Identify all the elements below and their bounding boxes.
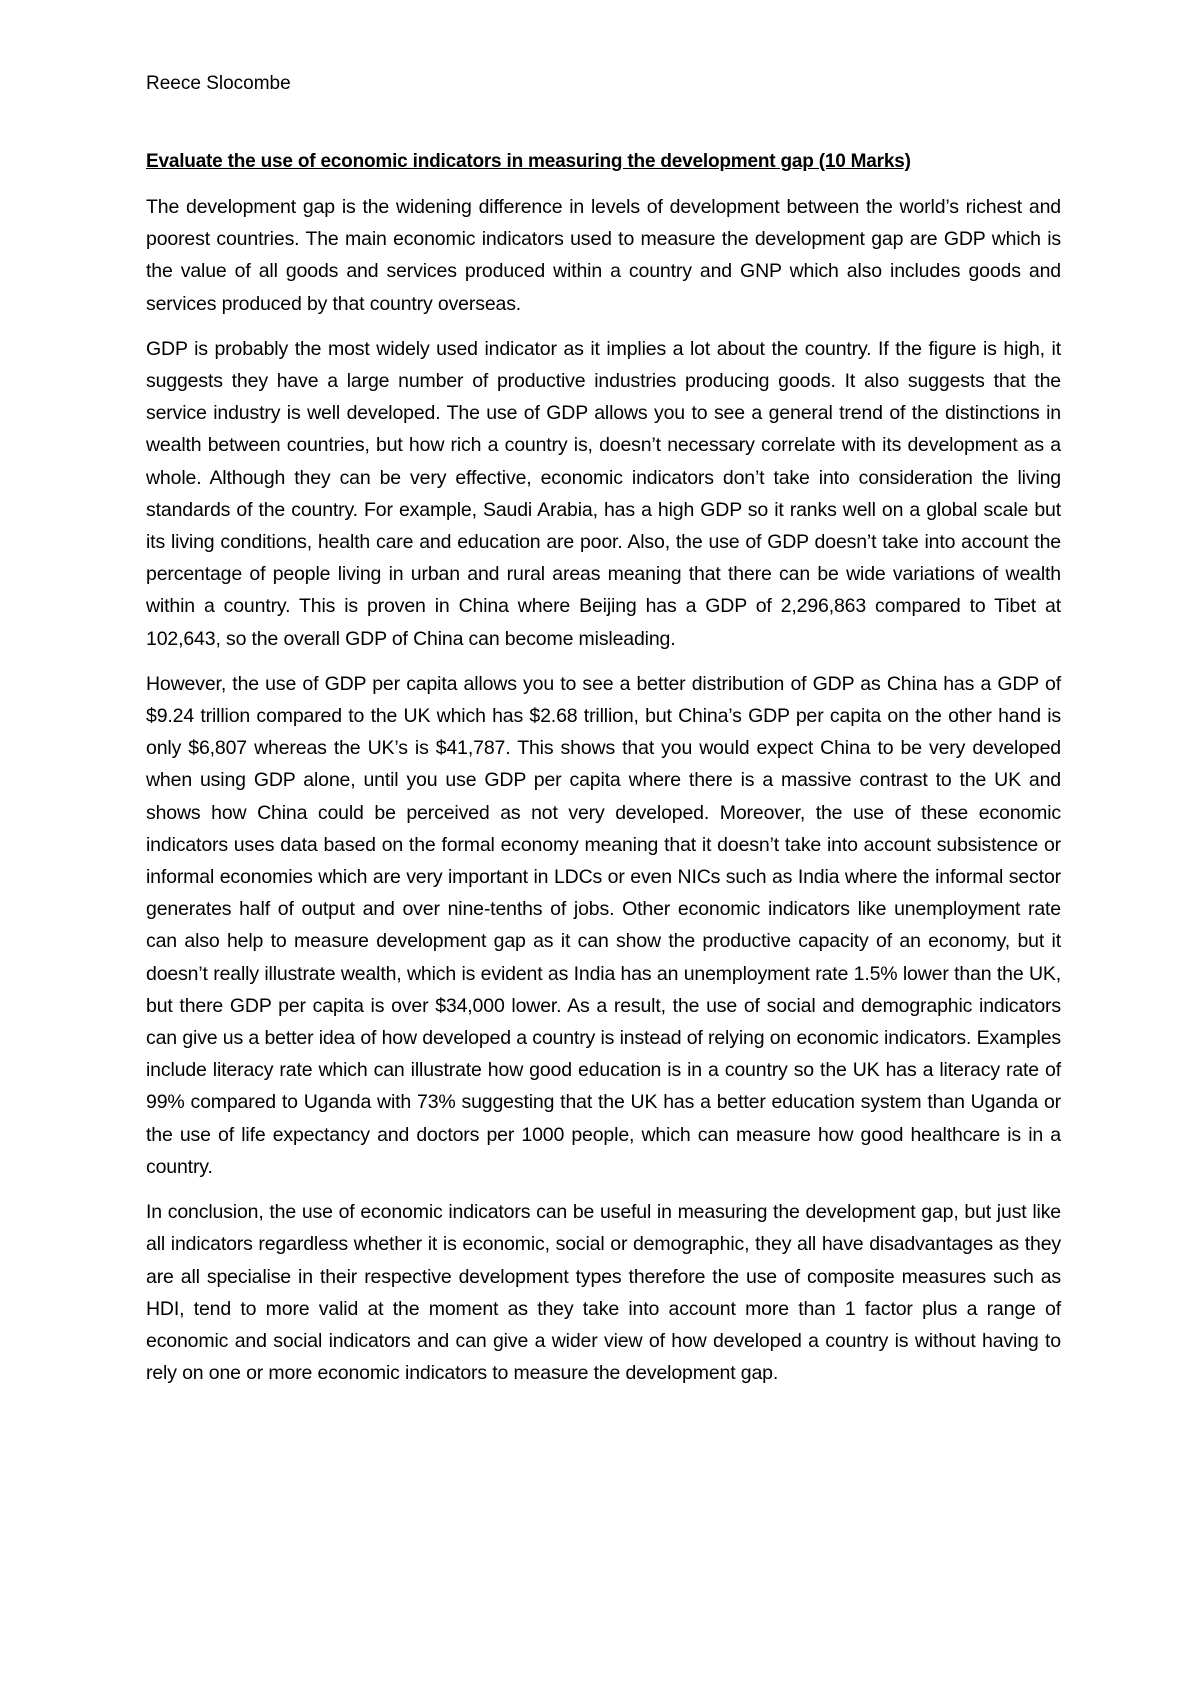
paragraph-gdp-per-capita: However, the use of GDP per capita allows you to see a better distribution of GDP as China has a GDP of $9.24 trillion compared to the UK which has $2.68 trillion, but China’s GDP per capita on the other hand is only $6,807 whereas the UK’s is $41,787. This shows that you would expect China to be very developed when using GDP alone, until you use GDP per capita where there is a massive contrast to the UK and shows how China could be perceived as not very developed. Moreover, the use of these economic indicators uses data based on the formal economy meaning that it doesn’t take into account subsistence or informal economies which are very important in LDCs or even NICs such as India where the informal sector generates half of output and over nine-tenths of jobs. Other economic indicators like unemployment rate can also help to measure development gap as it can show the productive capacity of an economy, but it doesn’t really illustrate wealth, which is evident as India has an unemployment rate 1.5% lower than the UK, but there GDP per capita is over $34,000 lower. As a result, the use of social and demographic indicators can give us a better idea of how developed a country is instead of relying on economic indicators. Examples include literacy rate which can illustrate how good education is in a country so the UK has a literacy rate of 99% compared to Uganda with 73% suggesting that the UK has a better education system than Uganda or the use of life expectancy and doctors per 1000 people, which can measure how good healthcare is in a country.: [146, 672, 1061, 1178]
paragraph-gdp: GDP is probably the most widely used indicator as it implies a lot about the country. If the figure is high, it suggests they have a large number of productive industries producing goods. It also suggests that the service industry is well developed. The use of GDP allows you to see a general trend of the distinctions in wealth between countries, but how rich a country is, doesn’t necessary correlate with its development as a whole. Although they can be very effective, economic indicators don’t take into consideration the living standards of the country. For example, Saudi Arabia, has a high GDP so it ranks well on a global scale but its living conditions, health care and education are poor. Also, the use of GDP doesn’t take into account the percentage of people living in urban and rural areas meaning that there can be wide variations of wealth within a country. This is proven in China where Beijing has a GDP of 2,296,863 compared to Tibet at 102,643, so the overall GDP of China can become misleading.: [146, 337, 1061, 650]
document-body: [146, 149, 1061, 1402]
paragraph-intro: The development gap is the widening difference in levels of development between the world’s richest and poorest countries. The main economic indicators used to measure the development gap are GDP which is the value of all goods and services produced within a country and GNP which also includes goods and services produced by that country overseas.: [146, 196, 1061, 315]
paragraph-conclusion: In conclusion, the use of economic indicators can be useful in measuring the development gap, but just like all indicators regardless whether it is economic, social or demographic, they all have disadvantages as they are all specialise in their respective development types therefore the use of composite measures such as HDI, tend to more valid at the moment as they take into account more than 1 factor plus a range of economic and social indicators and can give a wider view of how developed a country is without having to rely on one or more economic indicators to measure the development gap.: [146, 1201, 1061, 1385]
author-name: Reece Slocombe: [146, 73, 291, 94]
essay-title: Evaluate the use of economic indicators in measuring the development gap (10 Marks): [146, 151, 911, 172]
